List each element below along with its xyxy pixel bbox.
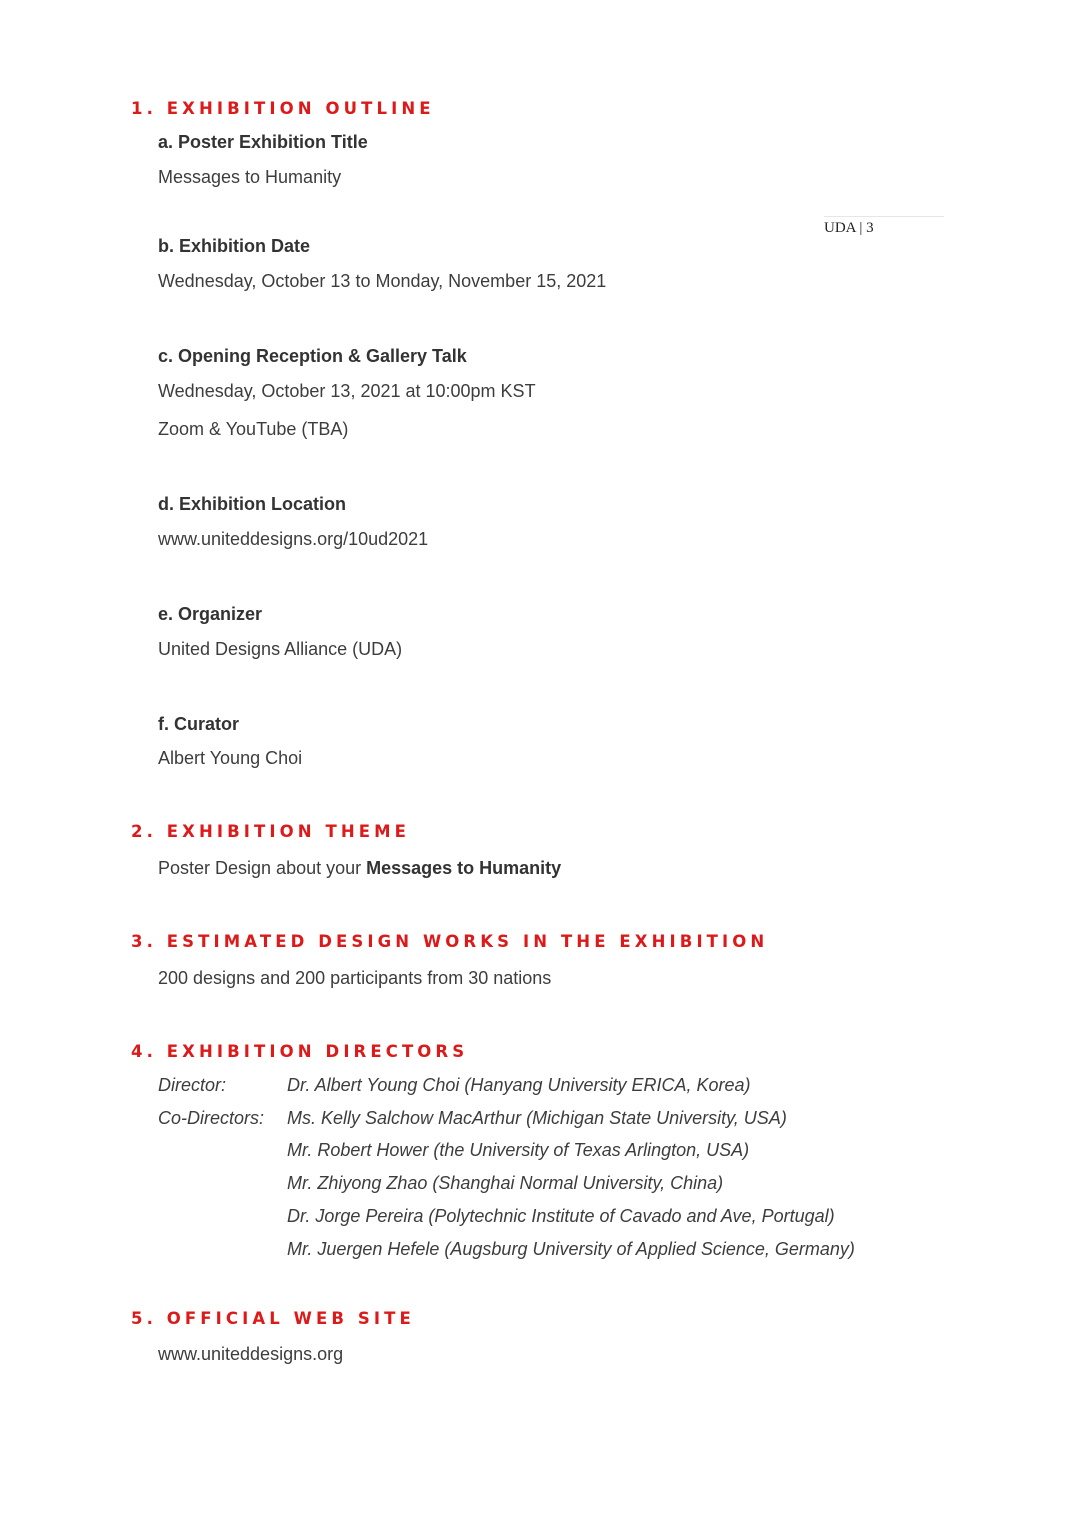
outline-e-label: e. Organizer [158,604,263,624]
section-title-theme: 2. EXHIBITION THEME [131,822,411,841]
outline-f-value: Albert Young Choi [158,748,303,768]
outline-e-value: United Designs Alliance (UDA) [158,639,403,659]
codirector-item: Dr. Jorge Pereira (Polytechnic Institute of Cavado and Ave, Portugal) [287,1206,835,1226]
codirectors-label: Co-Directors: [158,1108,265,1128]
section-title-outline: 1. EXHIBITION OUTLINE [131,99,435,118]
outline-d-value: www.uniteddesigns.org/10ud2021 [158,529,429,549]
codirector-item: Mr. Zhiyong Zhao (Shanghai Normal University, China) [287,1173,724,1193]
outline-c-value: Wednesday, October 13, 2021 at 10:00pm KST [158,381,536,401]
section-title-directors: 4. EXHIBITION DIRECTORS [131,1042,469,1061]
codirector-item: Ms. Kelly Salchow MacArthur (Michigan State University, USA) [287,1108,787,1128]
director-name: Dr. Albert Young Choi (Hanyang University ERICA, Korea) [287,1075,751,1095]
section-title-works: 3. ESTIMATED DESIGN WORKS IN THE EXHIBITION [131,932,769,951]
outline-f-label: f. Curator [158,714,239,734]
page-header-mark: UDA | 3 [824,216,944,237]
director-label: Director: [158,1075,227,1095]
theme-text [158,857,561,879]
codirector-item: Mr. Robert Hower (the University of Texas Arlington, USA) [287,1140,750,1160]
codirector-item: Mr. Juergen Hefele (Augsburg University of Applied Science, Germany) [287,1239,855,1259]
outline-a-label: a. Poster Exhibition Title [158,132,368,152]
outline-c-value2: Zoom & YouTube (TBA) [158,419,349,439]
outline-d-label: d. Exhibition Location [158,494,346,514]
outline-b-label: b. Exhibition Date [158,236,311,256]
website-url[interactable]: www.uniteddesigns.org [158,1344,344,1364]
works-text: 200 designs and 200 participants from 30 nations [158,968,552,988]
section-title-website: 5. OFFICIAL WEB SITE [131,1309,415,1328]
outline-c-label: c. Opening Reception & Gallery Talk [158,346,467,366]
outline-a-value: Messages to Humanity [158,167,342,187]
theme-text-bold: Messages to Humanity [366,858,562,878]
outline-b-value: Wednesday, October 13 to Monday, November 15, 2021 [158,271,607,291]
theme-text-prefix: Poster Design about your [158,858,367,878]
